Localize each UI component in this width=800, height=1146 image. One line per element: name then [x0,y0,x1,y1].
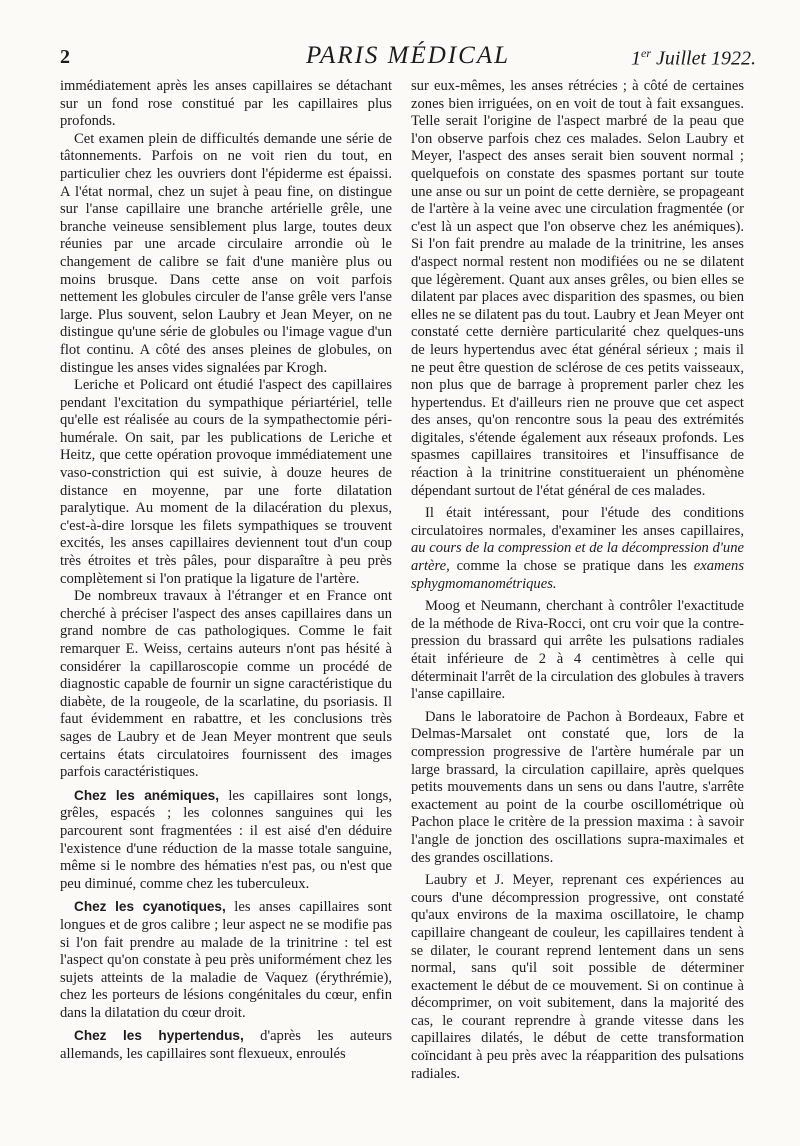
paragraph-cyanotiques [60,898,392,1022]
paragraph-text: d'après les auteurs allemands, les capillaires sont flexueux, enroulés [60,1028,392,1063]
paragraph-text: les capillaires sont longs, grêles, espacés ; les colonnes sanguines qui les parcourent sont fragmentées : il est aisé d'en déduire l'existence d'une réduction de la masse totale sanguine, même si le nombre des hématies n'est pas, ou n'est que peu diminué, comme chez les tuberculeux. [60,787,392,892]
journal-title: PARIS MÉDICAL [306,42,510,69]
page-number: 2 [60,46,70,68]
paragraph: Dans le laboratoire de Pachon à Bordeaux, Fabre et Delmas-Marsalet ont constaté que, lors de la compression progressive de l'artère humérale par un large brassard, la circulation capillaire, après quelques petits mouvements dans un sens ou dans l'autre, s'arrête exactement au point de la courbe oscillométrique où Pachon place le critère de la pression maxima : à savoir l'angle de jonction des oscillations supra-maximales et des grandes oscillations. [411,708,744,866]
italic-text: examens sphygmomanométriques. [411,558,744,592]
paragraph: Moog et Neumann, cherchant à contrôler l'exactitude de la méthode de Riva-Rocci, ont cru voir que la contre-pression du brassard qui arrête les pulsations radiales était inférieure de 2 à 4 centimètres à celle qui déterminait l'arrêt de la circulation des globules à travers l'anse capillaire. [411,598,744,703]
issue-date [631,46,756,71]
paragraph-hypertendus [60,1027,392,1063]
section-heading: Chez les anémiques, [74,787,220,803]
section-heading: Chez les hypertendus, [74,1028,244,1044]
date-sup: er [641,46,652,60]
page-header [60,42,756,72]
left-column [60,78,392,1064]
paragraph: immédiatement après les anses capillaires se détachant sur un fond rose constitué par les capillaires plus profonds. [60,78,392,130]
right-column [411,78,744,1083]
paragraph: De nombreux travaux à l'étranger et en France ont cherché à préciser l'aspect des anses capillaires dans un grand nombre de cas pathologiques. Comme le fait remarquer E. Weiss, certains auteurs n'ont pas hésité à considérer la capillaroscopie comme un procédé de diagnostic capable de fournir un signe caractéristique du diabète, de la rougeole, de la scarlatine, du psoriasis. Il faut évidemment en rabattre, et les conclusions très sages de Laubry et de Jean Meyer montrent que seuls certains états circulatoires fournissent des images parfois caractéristiques. [60,588,392,781]
paragraph-anemiques [60,787,392,894]
italic-text: au cours de la compression et de la décompression d'une artère, [411,540,744,575]
paragraph-compression [411,505,744,593]
paragraph: sur eux-mêmes, les anses rétrécies ; à côté de certaines zones bien irriguées, on en voit de tout à fait exsangues. Telle serait l'origine de l'aspect marbré de la peau que l'on observe parfois chez ces malades. Selon Laubry et Meyer, l'aspect des anses serait bien souvent normal ; quelquefois on constate des spasmes portant sur toute une anse ou sur un point de cette dernière, se propageant de l'artère à la veine avec une circulation fragmentée (or c'est là un aspect que l'on observe chez les anémiques). Si l'on fait prendre au malade de la trinitrine, les anses d'aspect normal restent non modifiées ou ne se dilatent que légèrement. Quant aux anses grêles, ou bien elles se dilatent par places avec disparition des spasmes, ou bien elles ne se dilatent pas du tout. Laubry et Jean Meyer ont constaté cette dernière particularité chez quelques-uns de leurs hypertendus avec état général sérieux ; mais il ne peut être question de sclérose de ces petits vaisseaux, non plus que de barrage à proprement parler chez les hypertendus. Et d'ailleurs rien ne prouve que cet aspect des anses, qu'on rencontre sous la peau des extrémités digitales, s'étende également aux réseaux profonds. Les spasmes capillaires transitoires et l'insuffisance de réaction à la trinitrine constitueraient un phénomène dépendant surtout de l'état général de ces malades. [411,78,744,499]
paragraph: Leriche et Policard ont étudié l'aspect des capillaires pendant l'excitation du sympathique périartériel, telle qu'elle est réalisée au cours de la sympathectomie péri-humérale. On sait, par les publications de Leriche et Heitz, que cette opération provoque immédiatement une vaso-constriction qui est suivie, à douze heures de distance en moyenne, par une forte dilatation paralytique. Au moment de la dilacération du plexus, c'est-à-dire lorsque les filets sympathiques se trouvent excités, les anses capillaires deviennent tout d'un coup très étroites et très pâles, pour disparaître à peu près complètement si l'on pratique la ligature de l'artère. [60,377,392,587]
paragraph-text: Il était intéressant, pour l'étude des conditions circulatoires normales, d'examiner les anses capillaires, [411,505,744,539]
date-rest: Juillet 1922. [651,47,756,70]
date-day: 1 [631,47,642,70]
paragraph: Cet examen plein de difficultés demande une série de tâtonnements. Parfois on ne voit rien du tout, en particulier chez les ouvriers dont l'épiderme est épaissi. A l'état normal, chez un sujet à peau fine, on distingue sur l'anse capillaire une branche artérielle grêle, une branche veineuse sensiblement plus large, toutes deux réunies par une arcade circulaire arrondie où le changement de calibre se fait d'une manière plus ou moins brusque. Dans cette anse on voit parfois nettement les globules circuler de l'anse grêle vers l'anse large. Plus souvent, selon Laubry et Jean Meyer, on ne distingue qu'une série de globules ou l'image vague d'un flot continu. A côté des anses pleines de globules, on distingue les anses vides signalées par Krogh. [60,130,392,376]
paragraph: Laubry et J. Meyer, reprenant ces expériences au cours d'une décompression progressive, ont constaté qu'aux environs de la maxima oscillatoire, le champ capillaire changeant de couleur, les capillaires tendent à se dilater, le courant reprend lentement dans un sens normal, sans qu'il soit possible de déterminer exactement le début de ce mouvement. Si on continue à décomprimer, on voit subitement, dans la majorité des cas, le courant reprendre à grande vitesse dans les capillaires dilatés, le début de cette transformation coïncidant à peu près avec la réapparition des pulsations radiales. [411,872,744,1082]
paragraph-text: comme la chose se pratique dans les [449,558,694,575]
paragraph-text: les anses capillaires sont longues et de gros calibre ; leur aspect ne se modifie pas si l'on fait prendre au malade de la trinitrine : tel est l'aspect qu'on constate à peu près uniformément chez les sujets atteints de la maladie de Vaquez (érythrémie), chez les porteurs de lésions congénitales du cœur, enfin dans la dilatation du cœur droit. [60,899,392,1021]
section-heading: Chez les cyanotiques, [74,899,226,915]
